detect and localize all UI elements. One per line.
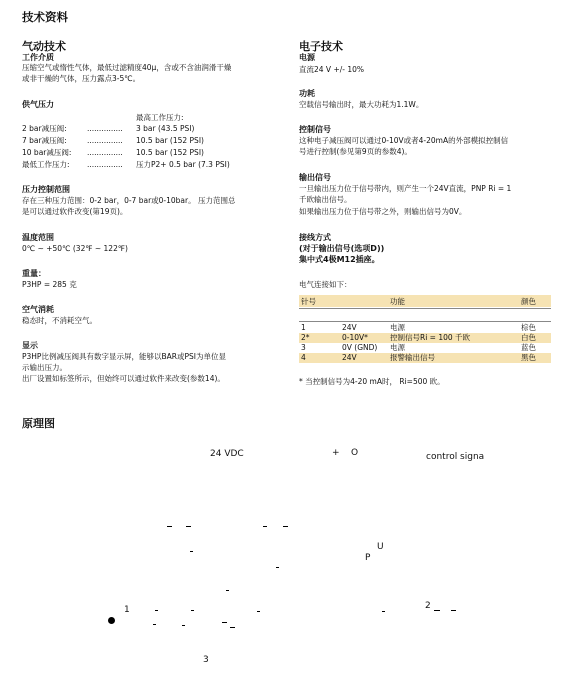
pin-color: 黑色: [521, 353, 536, 362]
weight-text: P3HP = 285 克: [22, 280, 77, 289]
label-plus: +: [332, 448, 340, 458]
schematic-tick: [230, 627, 235, 628]
pin-table-header-pin: 针号: [301, 297, 316, 306]
pin-table-header-function: 功能: [390, 297, 405, 306]
consumption-text: 空载信号输出时，最大功耗为1.1W。: [299, 100, 424, 109]
label-control-signal: control signa: [426, 452, 485, 462]
consumption-title: 功耗: [299, 89, 315, 98]
medium-text-line1: 压缩空气或惰性气体，最低过滤精度40μ，含或不含油润滑干燥: [22, 63, 232, 72]
supply-row-label: 最低工作压力:: [22, 160, 70, 169]
power-supply-text: 直流24 V +/- 10%: [299, 65, 365, 74]
table-divider: [299, 321, 551, 322]
page-title: 技术资料: [22, 10, 68, 24]
electrical-connection-text: 电气连接如下：: [299, 280, 352, 289]
air-consumption-text: 稳态时，不消耗空气。: [22, 316, 97, 325]
schematic-tick: [451, 610, 456, 611]
schematic-tick: [263, 526, 267, 527]
pin-number: 4: [301, 353, 306, 362]
supply-row-label: 2 bar减压阀:: [22, 124, 67, 133]
label-u: U: [377, 542, 384, 552]
label-pin-1: 1: [124, 605, 130, 615]
supply-row-value: 10.5 bar (152 PSI): [136, 136, 204, 145]
display-title: 显示: [22, 341, 38, 350]
table-footnote: * 当控制信号为4-20 mA时， Ri=500 欧。: [299, 377, 445, 386]
output-signal-text-line1: 一旦输出压力位于信号带内，则产生一个24V直流，PNP Ri = 1: [299, 184, 512, 193]
label-o: O: [351, 448, 359, 458]
display-text-line2: 示输出压力。: [22, 363, 67, 372]
supply-pressure-title: 供气压力: [22, 100, 54, 109]
control-signal-text-line2: 号进行控制(参见第9页的参数4)。: [299, 147, 412, 156]
pin-function: 控制信号Ri = 100 千欧: [390, 333, 471, 342]
pin-table-header-bg: [299, 295, 551, 307]
supply-row-dots: ...............: [87, 136, 123, 145]
medium-text-line2: 或非干燥的气体，压力露点3-5℃。: [22, 74, 141, 83]
medium-title: 工作介质: [22, 53, 54, 62]
port-dot: [108, 617, 115, 624]
label-pin-3: 3: [203, 655, 209, 665]
pressure-range-text-line1: 存在三种压力范围：0-2 bar，0-7 bar或0-10bar。 压力范围总: [22, 196, 236, 205]
pin-function: 电源: [390, 343, 405, 352]
schematic-tick: [155, 610, 158, 611]
pin-color: 蓝色: [521, 343, 536, 352]
temperature-title: 温度范围: [22, 233, 54, 242]
label-pin-2: 2: [425, 601, 431, 611]
schematic-tick: [190, 551, 193, 552]
pin-number: 1: [301, 323, 306, 332]
supply-row-value: 3 bar (43.5 PSI): [136, 124, 195, 133]
schematic-tick: [153, 624, 156, 625]
schematic-tick: [257, 611, 260, 612]
output-signal-text-line2: 千欧输出信号。: [299, 195, 352, 204]
pin-color: 白色: [521, 333, 536, 342]
table-divider: [299, 308, 551, 309]
pressure-range-text-line2: 是可以通过软件改变(第19页)。: [22, 207, 128, 216]
pin-color: 棕色: [521, 323, 536, 332]
supply-row-label: 7 bar减压阀:: [22, 136, 67, 145]
pin-value: 0-10V*: [342, 333, 368, 342]
schematic-tick: [382, 611, 385, 612]
pin-number: 2*: [301, 333, 310, 342]
control-signal-title: 控制信号: [299, 125, 331, 134]
output-signal-text-line3: 如果输出压力位于信号带之外，则输出信号为0V。: [299, 207, 467, 216]
display-text-line3: 出厂设置如标签所示，但始终可以通过软件来改变(参数14)。: [22, 374, 225, 383]
max-pressure-label: 最高工作压力:: [136, 113, 184, 122]
pin-value: 0V (GND): [342, 343, 378, 352]
connection-subtitle: (对于输出信号(选项D)): [299, 244, 385, 253]
pin-table-header-color: 颜色: [521, 297, 536, 306]
temperature-text: 0℃ ~ +50℃ (32℉ ~ 122℉): [22, 244, 128, 253]
pressure-range-title: 压力控制范围: [22, 185, 70, 194]
electronic-section-title: 电子技术: [299, 40, 343, 53]
schematic-tick: [167, 526, 172, 527]
supply-row-dots: ...............: [87, 160, 123, 169]
schematic-tick: [226, 590, 229, 591]
schematic-tick: [191, 610, 194, 611]
schematic-tick: [222, 622, 227, 623]
schematic-tick: [182, 625, 185, 626]
power-supply-title: 电源: [299, 53, 315, 62]
supply-row-dots: ...............: [87, 124, 123, 133]
label-p: P: [365, 553, 371, 563]
display-text-line1: P3HP比例减压阀具有数字显示屏，能够以BAR或PSI为单位显: [22, 352, 226, 361]
air-consumption-title: 空气消耗: [22, 305, 54, 314]
pin-function: 电源: [390, 323, 405, 332]
pin-number: 3: [301, 343, 306, 352]
pneumatic-section-title: 气动技术: [22, 40, 66, 53]
schematic-tick: [186, 526, 191, 527]
pin-value: 24V: [342, 323, 357, 332]
output-signal-title: 输出信号: [299, 173, 331, 182]
control-signal-text-line1: 这种电子减压阀可以通过0-10V或者4-20mA的外部模拟控制信: [299, 136, 509, 145]
pin-value: 24V: [342, 353, 357, 362]
supply-row-dots: ...............: [87, 148, 123, 157]
schematic-tick: [283, 526, 288, 527]
weight-title: 重量：: [22, 269, 46, 278]
supply-row-value: 10.5 bar (152 PSI): [136, 148, 204, 157]
schematic-tick: [434, 610, 440, 611]
label-24vdc: 24 VDC: [210, 449, 244, 459]
connection-text: 集中式4极M12插座。: [299, 255, 380, 264]
pin-function: 报警输出信号: [390, 353, 435, 362]
schematic-tick: [276, 567, 279, 568]
supply-row-label: 10 bar减压阀:: [22, 148, 72, 157]
supply-row-value: 压力P2+ 0.5 bar (7.3 PSI): [136, 160, 230, 169]
diagram-title: 原理图: [22, 417, 55, 430]
connection-title: 接线方式: [299, 233, 331, 242]
